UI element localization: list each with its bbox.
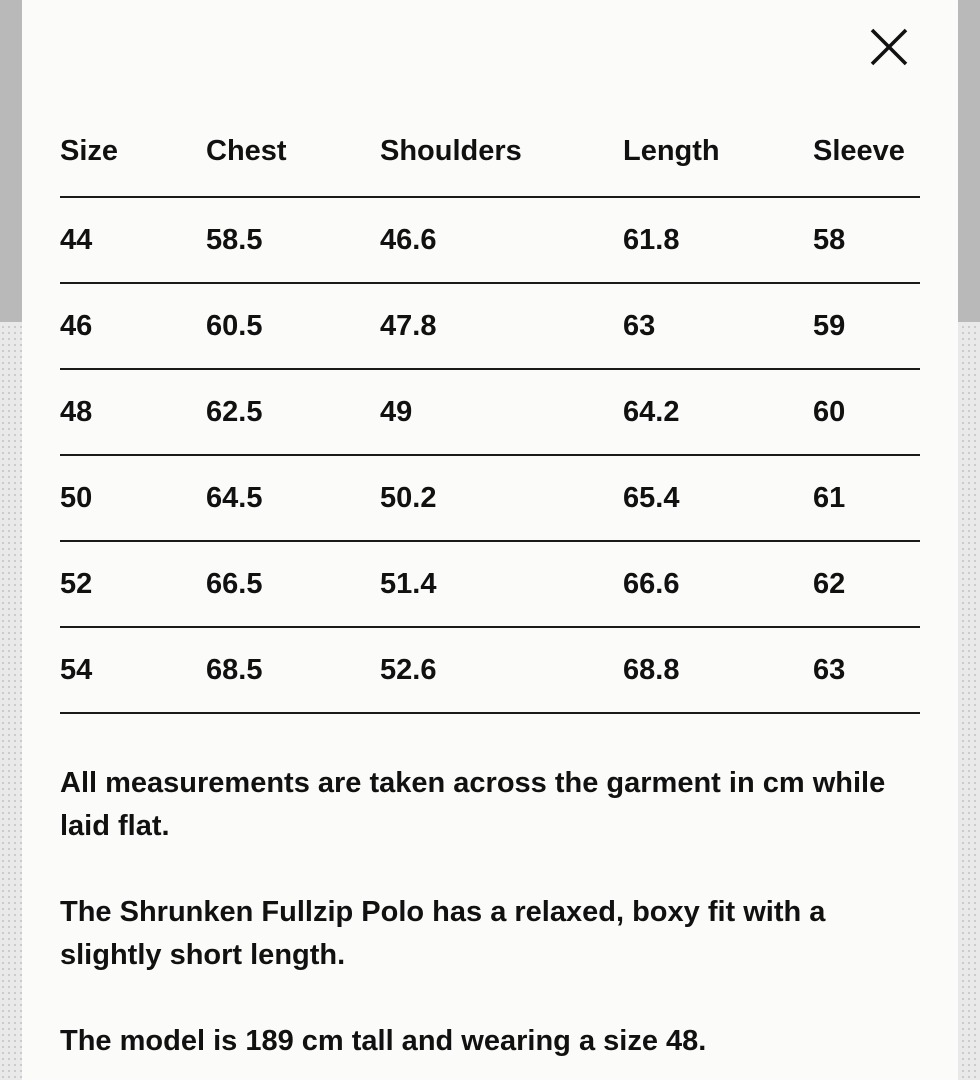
cell-chest: 64.5 (206, 455, 380, 541)
cell-shoulders: 52.6 (380, 627, 623, 713)
cell-sleeve: 60 (813, 369, 920, 455)
cell-length: 64.2 (623, 369, 813, 455)
cell-shoulders: 49 (380, 369, 623, 455)
size-guide-modal (22, 0, 958, 1080)
backdrop-left (0, 0, 22, 322)
cell-chest: 60.5 (206, 283, 380, 369)
fit-description: The Shrunken Fullzip Polo has a relaxed, boxy fit with a slightly short length. (60, 896, 826, 971)
cell-chest: 62.5 (206, 369, 380, 455)
header-length: Length (623, 112, 813, 197)
table-row (60, 197, 920, 283)
cell-sleeve: 59 (813, 283, 920, 369)
cell-shoulders: 50.2 (380, 455, 623, 541)
fit-notes (60, 762, 920, 1063)
header-sleeve: Sleeve (813, 112, 920, 197)
backdrop-right (958, 0, 980, 322)
cell-length: 68.8 (623, 627, 813, 713)
cell-length: 63 (623, 283, 813, 369)
cell-size: 48 (60, 369, 206, 455)
table-row (60, 455, 920, 541)
cell-length: 61.8 (623, 197, 813, 283)
cell-chest: 58.5 (206, 197, 380, 283)
cell-sleeve: 61 (813, 455, 920, 541)
cell-chest: 68.5 (206, 627, 380, 713)
cell-length: 66.6 (623, 541, 813, 627)
close-button[interactable] (864, 22, 914, 72)
size-chart-table (60, 112, 920, 714)
cell-sleeve: 62 (813, 541, 920, 627)
cell-size: 54 (60, 627, 206, 713)
cell-shoulders: 51.4 (380, 541, 623, 627)
table-header-row (60, 112, 920, 197)
close-icon (864, 22, 914, 72)
model-info: The model is 189 cm tall and wearing a size 48. (60, 1025, 707, 1057)
table-row (60, 369, 920, 455)
cell-size: 46 (60, 283, 206, 369)
cell-chest: 66.5 (206, 541, 380, 627)
table-row (60, 541, 920, 627)
header-shoulders: Shoulders (380, 112, 623, 197)
table-row (60, 283, 920, 369)
cell-size: 44 (60, 197, 206, 283)
cell-sleeve: 58 (813, 197, 920, 283)
cell-size: 50 (60, 455, 206, 541)
measurement-note: All measurements are taken across the garment in cm while laid flat. (60, 767, 886, 842)
table-row (60, 627, 920, 713)
cell-length: 65.4 (623, 455, 813, 541)
header-chest: Chest (206, 112, 380, 197)
cell-shoulders: 47.8 (380, 283, 623, 369)
header-size: Size (60, 112, 206, 197)
cell-sleeve: 63 (813, 627, 920, 713)
cell-size: 52 (60, 541, 206, 627)
cell-shoulders: 46.6 (380, 197, 623, 283)
